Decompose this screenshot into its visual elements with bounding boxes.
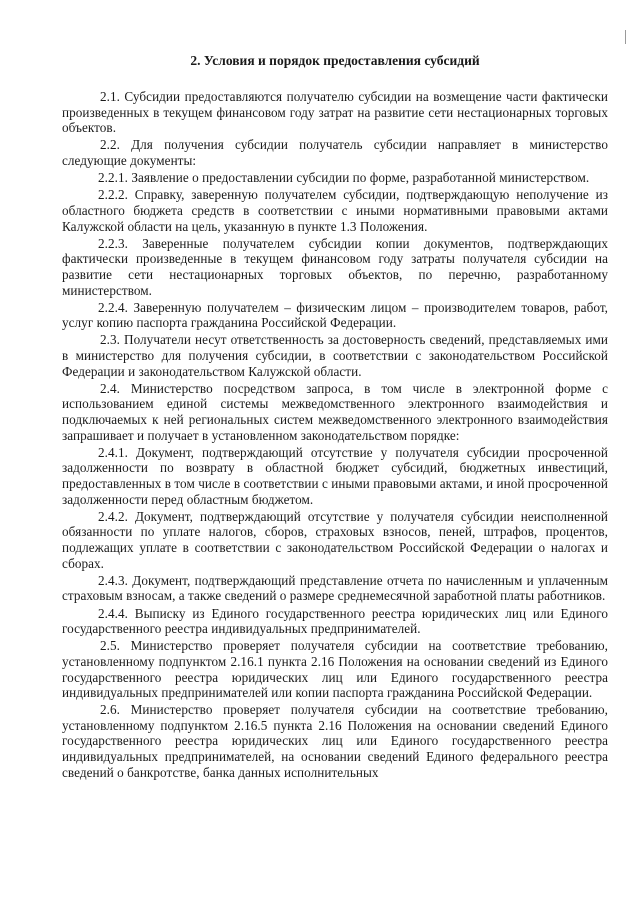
scan-edge-mark <box>619 30 626 44</box>
paragraph-2-1: 2.1. Субсидии предоставляются получателю субсидии на возмещение части фактически произведенных в текущем финансовом году затрат на развитие сети нестационарных торговых объектов. <box>62 89 608 136</box>
paragraph-2-2-3: 2.2.3. Заверенные получателем субсидии копии документов, подтверждающих фактически произведенные в текущем финансовом году затраты получателя субсидии на развитие сети нестационарных торговых объектов, по перечню, разработанному министерством. <box>62 235 608 298</box>
section-heading: 2. Условия и порядок предоставления субсидий <box>190 53 480 68</box>
paragraph-2-4-4: 2.4.4. Выписку из Единого государственного реестра юридических лиц или Единого государственного реестра индивидуальных предпринимателей. <box>62 605 608 637</box>
paragraph-2-6: 2.6. Министерство проверяет получателя субсидии на соответствие требованию, установленному подпунктом 2.16.5 пункта 2.16 Положения на основании сведений Единого государственного реестра юридических лиц или Единого государственного реестра индивидуальных предпринимателей, на основании сведений Единого федерального реестра сведений о банкротстве, банка данных исполнительных <box>62 702 608 780</box>
document-page <box>62 52 608 782</box>
paragraph-2-2: 2.2. Для получения субсидии получатель субсидии направляет в министерство следующие документы: <box>62 137 608 168</box>
paragraph-2-4-2: 2.4.2. Документ, подтверждающий отсутствие у получателя субсидии неисполненной обязанности по уплате налогов, сборов, страховых взносов, пеней, штрафов, процентов, подлежащих уплате в соответствии с законодательством Российской Федерации о налогах и сборах. <box>62 508 608 571</box>
paragraph-2-4: 2.4. Министерство посредством запроса, в том числе в электронной форме с использованием единой системы межведомственного электронного взаимодействия и подключаемых к ней региональных систем межведомственного электронного взаимодействия запрашивает и получает в установленном законодательством порядке: <box>62 380 608 443</box>
paragraph-2-3: 2.3. Получатели несут ответственность за достоверность сведений, представляемых ими в министерство для получения субсидии, в соответствии с законодательством Российской Федерации и законодательством Калужской области. <box>62 332 608 379</box>
paragraph-2-2-4: 2.2.4. Заверенную получателем – физическим лицом – производителем товаров, работ, услуг копию паспорта гражданина Российской Федерации. <box>62 299 608 331</box>
paragraph-2-4-1: 2.4.1. Документ, подтверждающий отсутствие у получателя субсидии просроченной задолженности по возврату в областной бюджет субсидий, бюджетных инвестиций, предоставленных в том числе в соответствии с иными правовыми актами, и иной просроченной задолженности перед областным бюджетом. <box>62 444 608 507</box>
paragraph-2-2-2: 2.2.2. Справку, заверенную получателем субсидии, подтверждающую неполучение из областного бюджета средств в соответствии с иными нормативными правовыми актами Калужской области на цель, указанную в пункте 1.3 Положения. <box>62 187 608 234</box>
paragraph-2-4-3: 2.4.3. Документ, подтверждающий представление отчета по начисленным и уплаченным страховым взносам, а также сведений о размере среднемесячной заработной платы работников. <box>62 572 608 604</box>
paragraph-2-2-1: 2.2.1. Заявление о предоставлении субсидии по форме, разработанной министерством. <box>98 170 590 186</box>
paragraph-2-5: 2.5. Министерство проверяет получателя субсидии на соответствие требованию, установленному подпунктом 2.16.1 пункта 2.16 Положения на основании сведений из Единого государственного реестра юридических лиц или Единого государственного реестра индивидуальных предпринимателей или копии паспорта гражданина Российской Федерации. <box>62 638 608 701</box>
